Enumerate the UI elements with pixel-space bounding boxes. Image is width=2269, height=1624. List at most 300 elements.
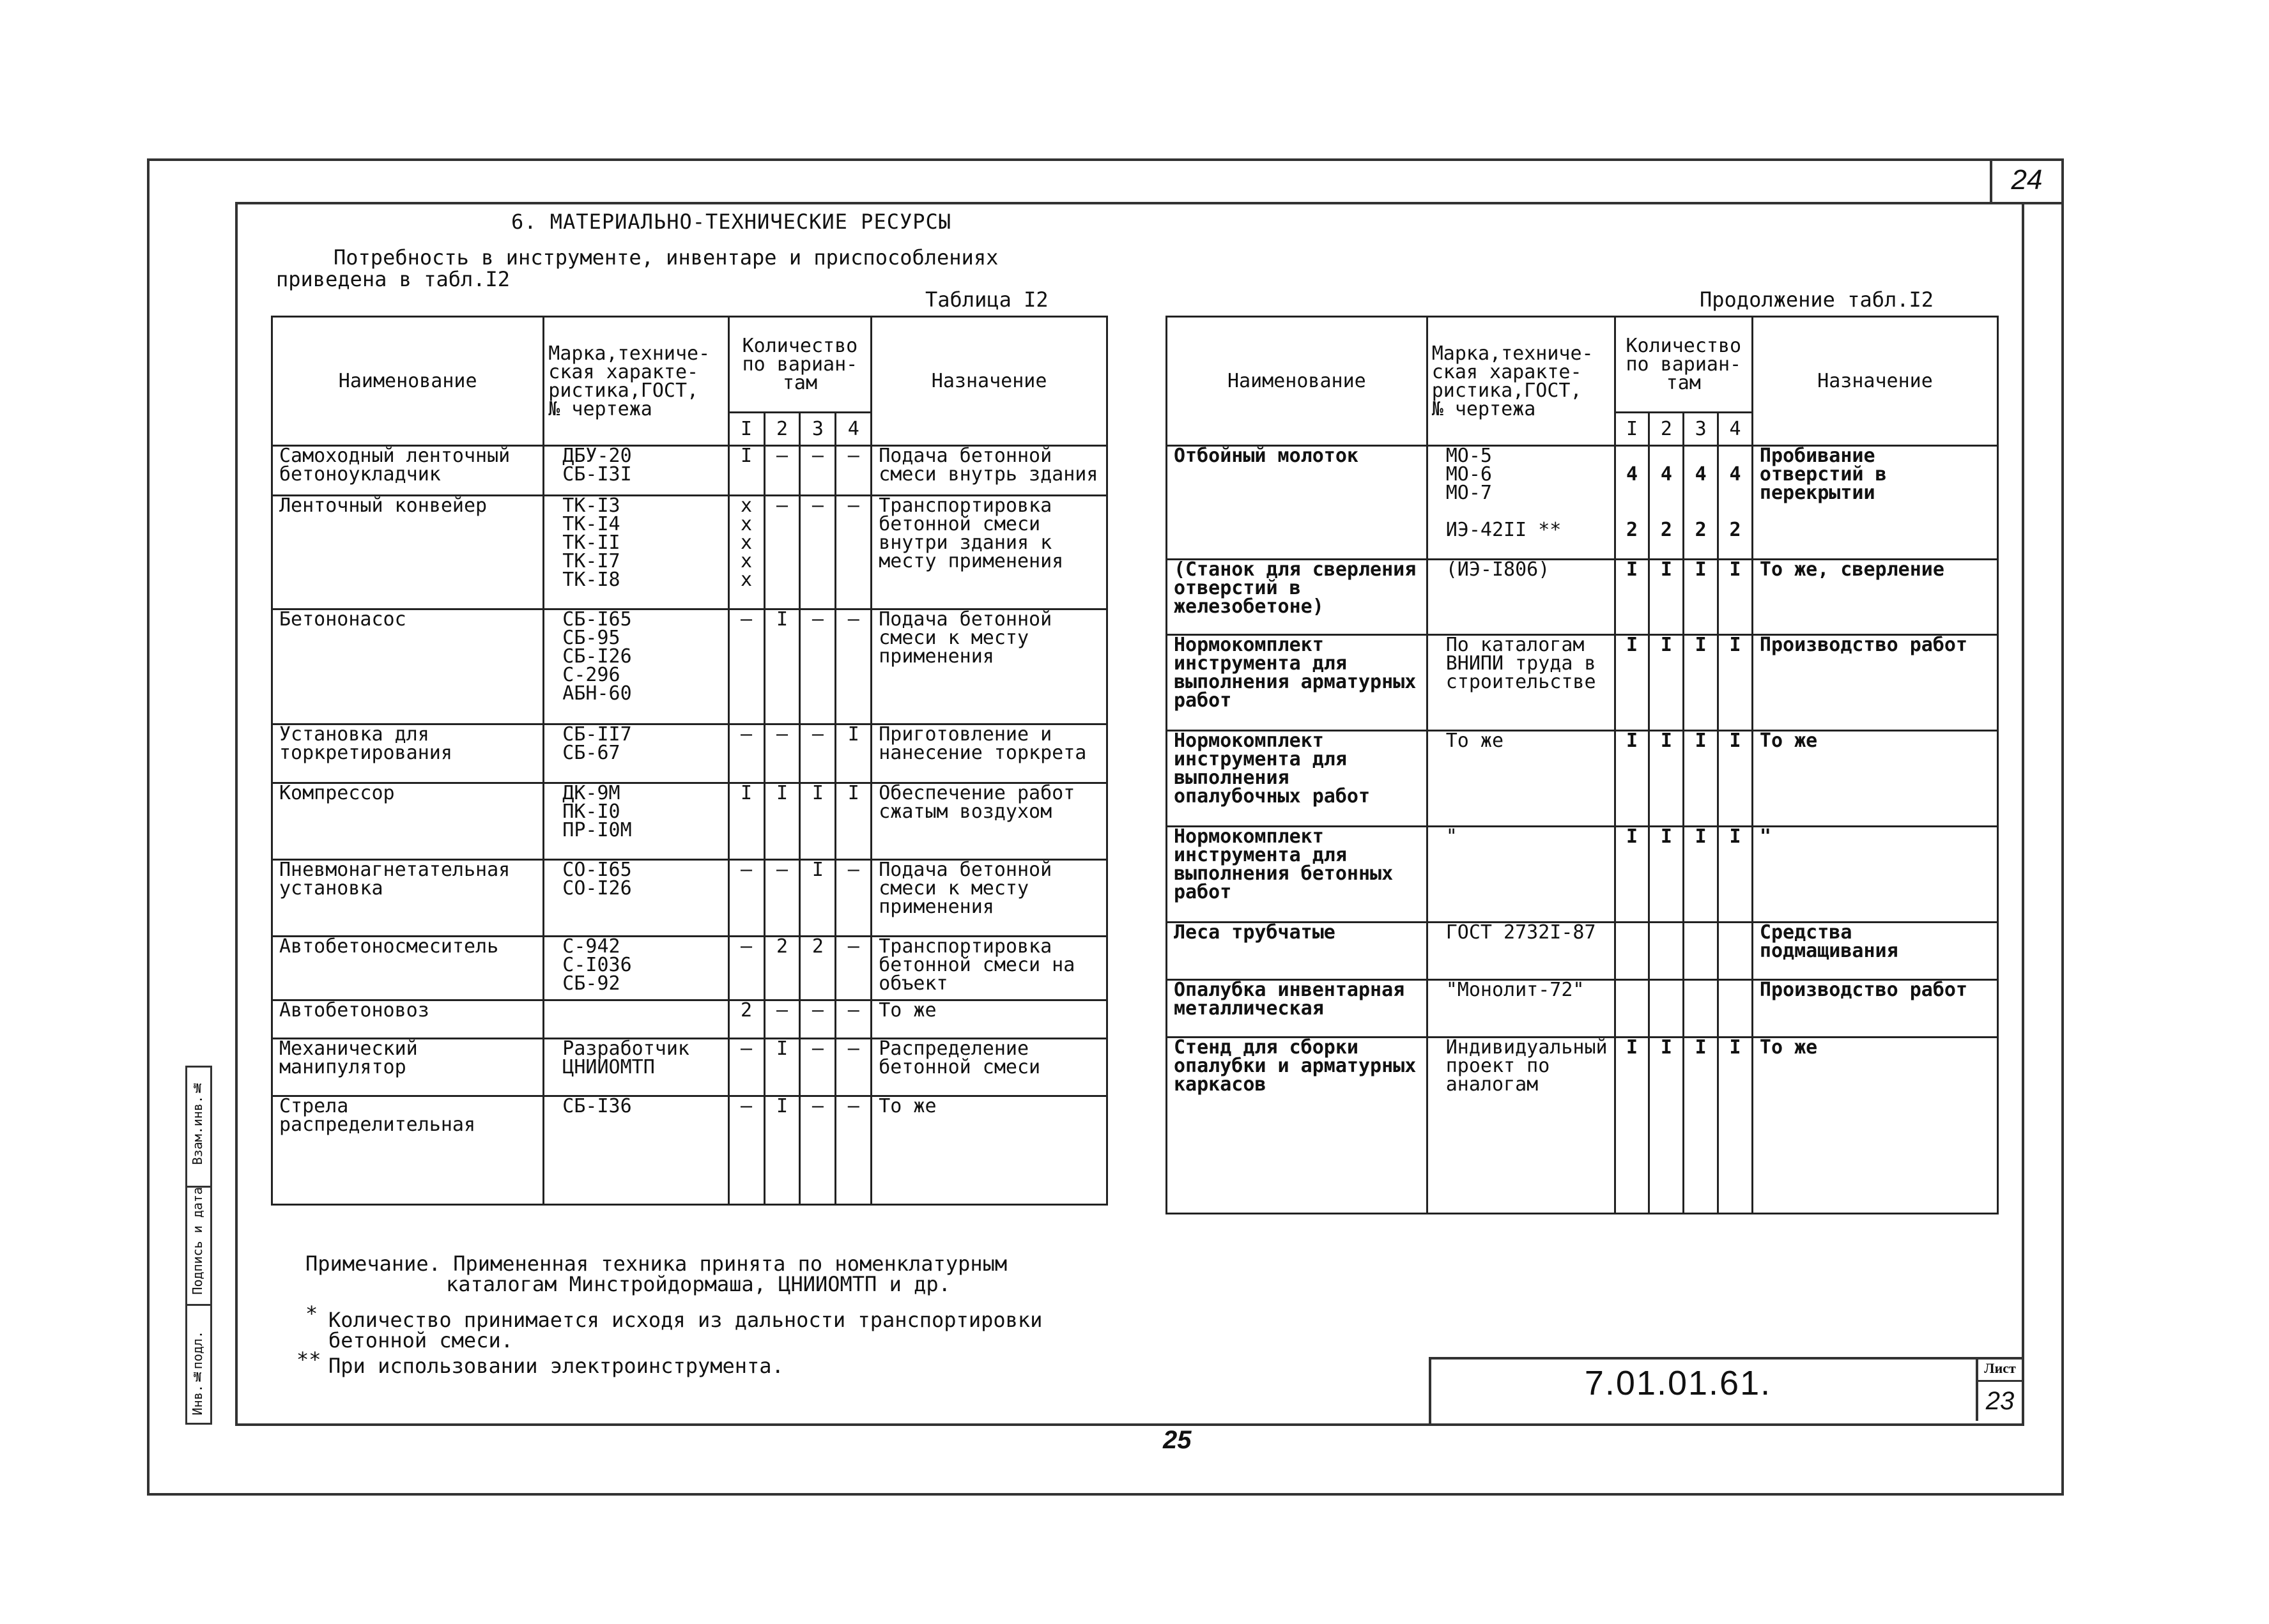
left-v2-text: I [776, 782, 788, 804]
left-cell-purpose [872, 783, 1107, 860]
left-cell-v2 [764, 1096, 800, 1205]
left-cell-v2 [764, 1039, 800, 1096]
left-cell-name [272, 609, 544, 724]
left-row [272, 724, 1107, 783]
left-cell-v3 [800, 446, 836, 496]
left-cell-v1 [728, 783, 764, 860]
left-v4-text: I [847, 723, 859, 746]
header-v1: I [728, 413, 764, 446]
left-name-text: Установка для торкретирования [279, 723, 452, 764]
left-cell-v4 [836, 783, 872, 860]
left-name-text: Автобетоновоз [279, 999, 429, 1022]
right-cell-v4 [1718, 731, 1753, 827]
left-cell-name [272, 1096, 544, 1205]
left-v2-text: – [776, 723, 788, 746]
right-v3-text: 4 2 [1695, 463, 1707, 541]
right-v1-text: I [1626, 558, 1638, 581]
right-row [1167, 923, 1998, 980]
left-cell-brand [544, 446, 728, 496]
right-cell-brand [1427, 446, 1615, 560]
left-row [272, 496, 1107, 609]
left-cell-v3 [800, 860, 836, 937]
right-v4-text: I [1729, 1036, 1741, 1059]
right-v1-text: I [1626, 634, 1638, 656]
right-brand-text: "Монолит-72" [1445, 979, 1585, 1001]
header-v1-right: I [1615, 413, 1649, 446]
right-cell-v1 [1615, 731, 1649, 827]
left-purpose-text: Транспортировка бетонной смеси на объект [879, 935, 1075, 995]
right-cell-v3 [1684, 446, 1718, 560]
right-cell-purpose [1752, 731, 1997, 827]
right-purpose-text: То же, сверление [1759, 558, 1944, 581]
left-v2-text: – [776, 494, 788, 517]
left-v4-text: – [847, 999, 859, 1022]
left-name-text: Компрессор [279, 782, 395, 804]
left-cell-name [272, 860, 544, 937]
left-cell-v3 [800, 724, 836, 783]
left-cell-v2 [764, 609, 800, 724]
left-cell-name [272, 496, 544, 609]
right-purpose-text: Производство работ [1759, 979, 1968, 1001]
left-cell-v2 [764, 783, 800, 860]
note-main-2: каталогам Минстройдормаша, ЦНИИОМТП и др. [446, 1272, 951, 1296]
left-name-text: Самоходный ленточный бетоноукладчик [279, 445, 511, 486]
left-cell-purpose [872, 1039, 1107, 1096]
right-cell-v1 [1615, 980, 1649, 1038]
left-v4-text: I [847, 782, 859, 804]
left-cell-purpose [872, 860, 1107, 937]
left-v1-text: – [741, 723, 753, 746]
right-cell-name [1167, 635, 1427, 731]
left-purpose-text: Приготовление и нанесение торкрета [879, 723, 1087, 764]
left-cell-brand [544, 1096, 728, 1205]
continuation-label: Продолжение табл.I2 [1700, 287, 1934, 312]
left-name-text: Механический манипулятор [279, 1038, 418, 1078]
left-v1-text: 2 [741, 999, 753, 1022]
left-brand-text: ДБУ-20 СБ-I3I [562, 445, 632, 486]
right-cell-purpose [1752, 827, 1997, 923]
right-row [1167, 560, 1998, 635]
right-cell-v1 [1615, 446, 1649, 560]
right-row [1167, 635, 1998, 731]
left-row [272, 1096, 1107, 1205]
left-cell-v1 [728, 1039, 764, 1096]
top-page-number: 24 [1990, 158, 2061, 204]
right-v4-text: I [1729, 634, 1741, 656]
left-cell-v1 [728, 446, 764, 496]
sheet-box [1976, 1357, 2022, 1421]
right-cell-v4 [1718, 1038, 1753, 1214]
note-star-1 [305, 1301, 1392, 1352]
left-v1-text: – [741, 935, 753, 958]
left-cell-purpose [872, 496, 1107, 609]
right-cell-v4 [1718, 446, 1753, 560]
right-cell-v1 [1615, 1038, 1649, 1214]
left-row [272, 1000, 1107, 1039]
right-v1-text: I [1626, 825, 1638, 848]
header-brand-right: Марка,техниче-ская характе-ристика,ГОСТ,№ чертежа [1427, 317, 1615, 446]
right-brand-text: Индивидуальный проект по аналогам [1445, 1036, 1608, 1096]
right-cell-v3 [1684, 635, 1718, 731]
left-v3-text: I [811, 859, 824, 881]
left-cell-v4 [836, 1000, 872, 1039]
right-v4-text: I [1729, 825, 1741, 848]
left-cell-brand [544, 724, 728, 783]
left-v4-text: – [847, 445, 859, 467]
right-v1-text: I [1626, 730, 1638, 752]
left-cell-name [272, 724, 544, 783]
right-row [1167, 731, 1998, 827]
right-name-text: Леса трубчатые [1174, 921, 1335, 944]
left-purpose-text: Обеспечение работ сжатым воздухом [879, 782, 1075, 823]
left-cell-v2 [764, 446, 800, 496]
left-v4-text: – [847, 859, 859, 881]
right-v2-text: I [1660, 825, 1672, 848]
left-name-text: Стрела распределительная [279, 1095, 476, 1136]
left-v4-text: – [847, 1095, 859, 1117]
right-v2-text: I [1660, 730, 1672, 752]
right-name-text: Опалубка инвентарная металлическая [1174, 979, 1405, 1020]
right-v3-text: I [1695, 1036, 1707, 1059]
right-cell-brand [1427, 1038, 1615, 1214]
right-v1-text: 4 2 [1626, 463, 1638, 541]
right-cell-name [1167, 1038, 1427, 1214]
left-cell-v1 [728, 860, 764, 937]
left-cell-name [272, 446, 544, 496]
left-row [272, 446, 1107, 496]
right-cell-purpose [1752, 635, 1997, 731]
right-brand-text: ГОСТ 2732I-87 [1445, 921, 1596, 944]
left-brand-text: СБ-I65 СБ-95 СБ-I26 С-296 АБН-60 [562, 608, 632, 705]
left-v4-text: – [847, 494, 859, 517]
left-cell-v3 [800, 609, 836, 724]
left-cell-v1 [728, 1096, 764, 1205]
side-label-sign: Подпись и дата [190, 1187, 205, 1295]
left-cell-purpose [872, 724, 1107, 783]
right-cell-purpose [1752, 1038, 1997, 1214]
left-v1-text: – [741, 1038, 753, 1060]
right-v4-text: 4 2 [1729, 463, 1741, 541]
left-cell-v1 [728, 1000, 764, 1039]
right-brand-text: МО-5 МО-6 МО-7 ИЭ-42II ** [1445, 445, 1562, 541]
left-cell-v2 [764, 496, 800, 609]
right-cell-v3 [1684, 923, 1718, 980]
left-row [272, 609, 1107, 724]
left-cell-v3 [800, 496, 836, 609]
left-cell-brand [544, 1000, 728, 1039]
right-cell-purpose [1752, 980, 1997, 1038]
right-cell-name [1167, 923, 1427, 980]
header-qty-right: Количество по вариан-там [1615, 317, 1752, 413]
document-code: 7.01.01.61. [1584, 1364, 1772, 1402]
left-cell-purpose [872, 609, 1107, 724]
left-row [272, 783, 1107, 860]
right-v3-text: I [1695, 634, 1707, 656]
header-purpose-right: Назначение [1752, 317, 1997, 446]
left-cell-brand [544, 783, 728, 860]
left-cell-v3 [800, 783, 836, 860]
right-cell-v1 [1615, 635, 1649, 731]
left-cell-v4 [836, 937, 872, 1000]
intro-line-2: приведена в табл.I2 [276, 267, 511, 291]
right-purpose-text: " [1759, 825, 1771, 848]
right-cell-v2 [1649, 923, 1684, 980]
left-v3-text: – [811, 999, 824, 1022]
right-purpose-text: То же [1759, 730, 1818, 752]
left-v3-text: – [811, 608, 824, 631]
left-v1-text: x x x x x [741, 494, 753, 591]
sheet-label: Лист [1978, 1357, 2022, 1382]
right-purpose-text: Производство работ [1759, 634, 1968, 656]
left-brand-text: СБ-I36 [562, 1095, 632, 1117]
left-cell-v4 [836, 860, 872, 937]
right-cell-v2 [1649, 731, 1684, 827]
right-cell-brand [1427, 635, 1615, 731]
left-brand-text: СБ-II7 СБ-67 [562, 723, 632, 764]
right-cell-v4 [1718, 923, 1753, 980]
left-v1-text: – [741, 859, 753, 881]
left-brand-text: Разработчик ЦНИИОМТП [562, 1038, 689, 1078]
right-cell-v3 [1684, 980, 1718, 1038]
right-name-text: (Станок для сверления отверстий в железобетоне) [1174, 558, 1417, 618]
left-v3-text: – [811, 445, 824, 467]
note-main: Примечание. Примененная техника принята по номенклатурным [305, 1252, 1008, 1276]
left-cell-v4 [836, 496, 872, 609]
right-v2-text: 4 2 [1660, 463, 1672, 541]
left-v2-text: – [776, 445, 788, 467]
right-cell-brand [1427, 980, 1615, 1038]
right-v4-text: I [1729, 558, 1741, 581]
right-name-text: Нормокомплект инструмента для выполнения бетонных работ [1174, 825, 1394, 903]
right-cell-v2 [1649, 635, 1684, 731]
right-brand-text: " [1445, 825, 1458, 848]
left-v3-text: I [811, 782, 824, 804]
right-cell-name [1167, 980, 1427, 1038]
left-cell-v4 [836, 609, 872, 724]
left-v3-text: – [811, 494, 824, 517]
intro-text [276, 247, 1107, 290]
right-brand-text: То же [1445, 730, 1504, 752]
left-cell-v1 [728, 937, 764, 1000]
header-name-right: Наименование [1167, 317, 1427, 446]
right-cell-v4 [1718, 560, 1753, 635]
header-v2-right: 2 [1649, 413, 1684, 446]
right-cell-v2 [1649, 1038, 1684, 1214]
left-v1-text: I [741, 782, 753, 804]
left-cell-v4 [836, 446, 872, 496]
right-row [1167, 446, 1998, 560]
section-title: 6. МАТЕРИАЛЬНО-ТЕХНИЧЕСКИЕ РЕСУРСЫ [511, 210, 952, 234]
note-star-2-text: При использовании электроинструмента. [328, 1354, 784, 1378]
left-v1-text: – [741, 608, 753, 631]
left-v4-text: – [847, 935, 859, 958]
right-cell-v2 [1649, 446, 1684, 560]
notes [296, 1252, 1392, 1378]
right-cell-brand [1427, 923, 1615, 980]
left-purpose-text: Транспортировка бетонной смеси внутри здания к месту применения [879, 494, 1064, 572]
header-name: Наименование [272, 317, 544, 446]
left-cell-name [272, 937, 544, 1000]
header-v3-right: 3 [1684, 413, 1718, 446]
right-v2-text: I [1660, 634, 1672, 656]
left-v4-text: – [847, 1038, 859, 1060]
right-cell-v2 [1649, 560, 1684, 635]
left-row [272, 1039, 1107, 1096]
right-cell-name [1167, 731, 1427, 827]
left-v4-text: – [847, 608, 859, 631]
right-cell-v3 [1684, 827, 1718, 923]
header-v4-right: 4 [1718, 413, 1753, 446]
left-v2-text: I [776, 1038, 788, 1060]
right-name-text: Нормокомплект инструмента для выполнения опалубочных работ [1174, 730, 1371, 808]
header-v3: 3 [800, 413, 836, 446]
left-v2-text: I [776, 1095, 788, 1117]
left-v2-text: 2 [776, 935, 788, 958]
right-purpose-text: Средства подмащивания [1759, 921, 1898, 962]
left-purpose-text: То же [879, 1095, 937, 1117]
left-cell-name [272, 783, 544, 860]
left-cell-brand [544, 937, 728, 1000]
right-v3-text: I [1695, 730, 1707, 752]
note-star-1-text: Количество принимается исходя из дальности транспортировки [328, 1308, 1043, 1332]
left-name-text: Ленточный конвейер [279, 494, 488, 517]
note-star-1-mark: * [305, 1301, 318, 1326]
left-cell-v1 [728, 724, 764, 783]
side-label-inv: Инв.№подл. [190, 1330, 205, 1415]
right-cell-brand [1427, 560, 1615, 635]
left-cell-v2 [764, 724, 800, 783]
left-cell-brand [544, 860, 728, 937]
left-name-text: Пневмонагнетательная установка [279, 859, 511, 900]
right-brand-text: (ИЭ-I806) [1445, 558, 1550, 581]
right-cell-v3 [1684, 560, 1718, 635]
left-cell-brand [544, 496, 728, 609]
left-row [272, 937, 1107, 1000]
right-cell-purpose [1752, 446, 1997, 560]
right-cell-v2 [1649, 980, 1684, 1038]
table-12-left [271, 316, 1108, 1206]
header-brand: Марка,техниче-ская характе-ристика,ГОСТ,№ чертежа [544, 317, 728, 446]
right-cell-purpose [1752, 560, 1997, 635]
right-cell-v3 [1684, 731, 1718, 827]
right-name-text: Нормокомплект инструмента для выполнения арматурных работ [1174, 634, 1417, 712]
right-brand-text: По каталогам ВНИПИ труда в строительстве [1445, 634, 1596, 693]
left-cell-v4 [836, 724, 872, 783]
right-cell-name [1167, 827, 1427, 923]
right-cell-brand [1427, 731, 1615, 827]
right-row [1167, 827, 1998, 923]
left-cell-purpose [872, 446, 1107, 496]
left-purpose-text: Подача бетонной смеси к месту применения [879, 859, 1052, 918]
intro-line-1: Потребность в инструменте, инвентаре и приспособлениях [334, 245, 999, 270]
right-cell-name [1167, 446, 1427, 560]
left-purpose-text: Подача бетонной смеси внутрь здания [879, 445, 1098, 486]
right-v2-text: I [1660, 1036, 1672, 1059]
left-cell-v3 [800, 937, 836, 1000]
note-star-2-mark: ** [296, 1347, 321, 1372]
left-cell-purpose [872, 937, 1107, 1000]
sheet-number: 23 [1985, 1387, 2015, 1415]
left-cell-purpose [872, 1000, 1107, 1039]
left-v2-text: – [776, 999, 788, 1022]
left-cell-v1 [728, 609, 764, 724]
left-v1-text: – [741, 1095, 753, 1117]
note-star-2 [296, 1347, 1392, 1378]
left-cell-v1 [728, 496, 764, 609]
right-row [1167, 1038, 1998, 1214]
left-cell-v2 [764, 860, 800, 937]
left-cell-v3 [800, 1000, 836, 1039]
left-cell-v4 [836, 1096, 872, 1205]
header-qty: Количество по вариан-там [728, 317, 872, 413]
table-12-right [1165, 316, 1999, 1214]
right-purpose-text: Пробивание отверстий в перекрытии [1759, 445, 1887, 504]
right-v3-text: I [1695, 558, 1707, 581]
right-cell-v4 [1718, 980, 1753, 1038]
left-cell-v2 [764, 937, 800, 1000]
right-v1-text: I [1626, 1036, 1638, 1059]
left-cell-purpose [872, 1096, 1107, 1205]
header-v2: 2 [764, 413, 800, 446]
table-label: Таблица I2 [925, 287, 1049, 312]
left-brand-text: С-942 С-I036 СБ-92 [562, 935, 632, 995]
left-row [272, 860, 1107, 937]
left-v3-text: – [811, 1095, 824, 1117]
bottom-page-number: 25 [1163, 1426, 1192, 1454]
left-cell-name [272, 1000, 544, 1039]
left-v2-text: – [776, 859, 788, 881]
side-strip [185, 1066, 212, 1425]
left-v1-text: I [741, 445, 753, 467]
left-purpose-text: То же [879, 999, 937, 1022]
left-v3-text: – [811, 723, 824, 746]
header-v4: 4 [836, 413, 872, 446]
right-cell-v4 [1718, 635, 1753, 731]
left-cell-name [272, 1039, 544, 1096]
right-cell-v2 [1649, 827, 1684, 923]
left-purpose-text: Распределение бетонной смеси [879, 1038, 1041, 1078]
right-name-text: Отбойный молоток [1174, 445, 1358, 467]
left-cell-brand [544, 1039, 728, 1096]
left-v2-text: I [776, 608, 788, 631]
right-cell-brand [1427, 827, 1615, 923]
note-star-1-text-2: бетонной смеси. [328, 1328, 513, 1352]
left-purpose-text: Подача бетонной смеси к месту применения [879, 608, 1052, 668]
header-purpose: Назначение [872, 317, 1107, 446]
right-cell-v1 [1615, 923, 1649, 980]
left-brand-text: ДК-9М ПК-I0 ПР-I0М [562, 782, 632, 841]
left-cell-v4 [836, 1039, 872, 1096]
right-cell-v1 [1615, 560, 1649, 635]
right-cell-name [1167, 560, 1427, 635]
left-cell-brand [544, 609, 728, 724]
left-v3-text: 2 [811, 935, 824, 958]
left-v3-text: – [811, 1038, 824, 1060]
right-cell-purpose [1752, 923, 1997, 980]
left-name-text: Автобетоносмеситель [279, 935, 499, 958]
right-name-text: Стенд для сборки опалубки и арматурных каркасов [1174, 1036, 1417, 1096]
right-cell-v1 [1615, 827, 1649, 923]
right-purpose-text: То же [1759, 1036, 1818, 1059]
right-cell-v4 [1718, 827, 1753, 923]
side-label-replace: Взам.инв.№ [190, 1080, 205, 1165]
right-v3-text: I [1695, 825, 1707, 848]
left-brand-text: СО-I65 СО-I26 [562, 859, 632, 900]
right-cell-v3 [1684, 1038, 1718, 1214]
left-brand-text: ТК-I3 ТК-I4 ТК-II ТК-I7 ТК-I8 [562, 494, 620, 591]
left-cell-v2 [764, 1000, 800, 1039]
left-name-text: Бетононасос [279, 608, 406, 631]
